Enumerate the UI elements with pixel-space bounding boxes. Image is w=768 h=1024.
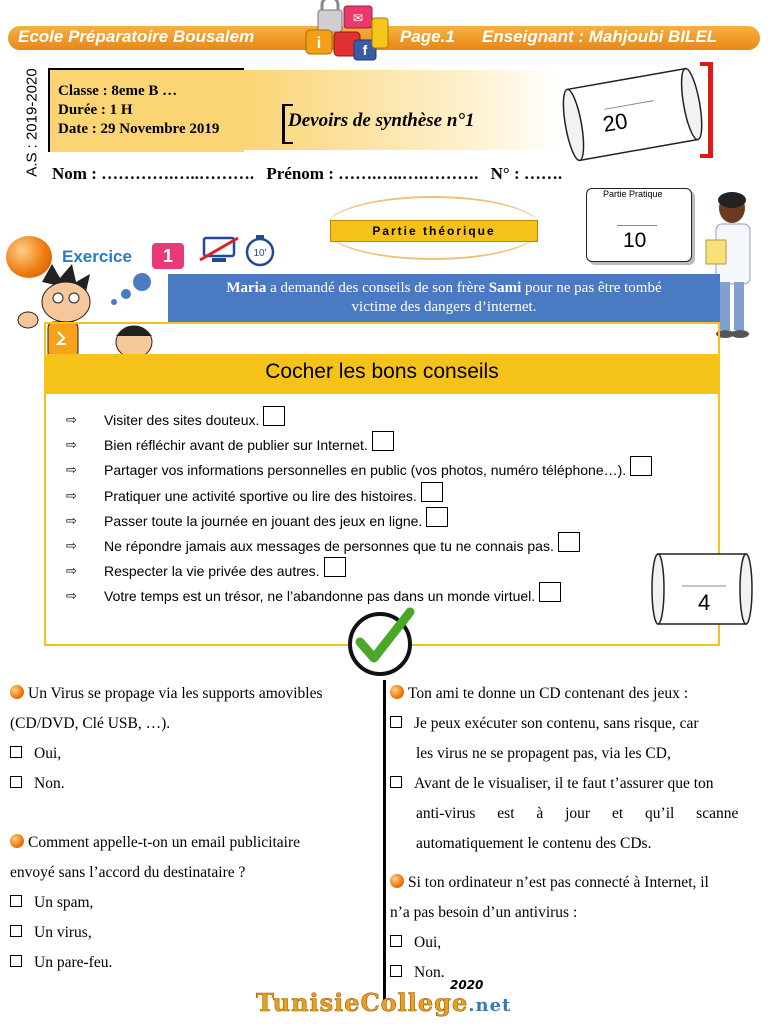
checkbox[interactable]	[390, 965, 402, 977]
date-text: Date : 29 Novembre 2019	[58, 121, 220, 137]
student-info-line	[52, 164, 562, 184]
score-exercice-scroll-icon	[650, 544, 754, 632]
checkbox[interactable]	[10, 925, 22, 937]
checkbox[interactable]	[372, 431, 394, 451]
cocher-title: Cocher les bons conseils	[265, 360, 499, 383]
maria-name: Maria	[226, 280, 267, 296]
left-question-2: Comment appelle-t-on un email publicitaire envoyé sans l’accord du destinataire ? Un spam, Un virus, Un pare-feu.	[10, 834, 301, 971]
list-item: ⇨ Partager vos informations personnelles en public (vos photos, numéro téléphone…).	[66, 458, 726, 483]
prenom-field: Prénom : …….…..….……….	[266, 164, 479, 183]
school-year: A.S : 2019-2020	[23, 68, 41, 177]
score-line	[617, 225, 657, 226]
watermark-year: 2020	[450, 978, 484, 992]
intro-box	[168, 274, 720, 324]
checkbox[interactable]	[426, 507, 448, 527]
no-computer-timer-icon	[198, 234, 278, 268]
checkbox[interactable]	[10, 955, 22, 967]
checkbox[interactable]	[324, 557, 346, 577]
partie-pratique-scroll	[586, 188, 692, 262]
checkmark-icon	[344, 604, 420, 676]
list-item: ⇨ Respecter la vie privée des autres.	[66, 559, 726, 584]
checkbox[interactable]	[421, 482, 443, 502]
numero-field: N° : …….	[490, 164, 563, 183]
security-icons-cluster-icon	[298, 0, 390, 68]
duree-text: Durée : 1 H	[58, 102, 133, 118]
orange-bullet-icon	[10, 834, 24, 848]
checkbox[interactable]	[630, 456, 652, 476]
arrow-icon: ⇨	[66, 412, 77, 427]
intro-text-2: pour ne pas être tombé	[521, 280, 662, 296]
checkbox[interactable]	[539, 582, 561, 602]
classe-text: Classe : 8eme B …	[58, 83, 178, 99]
checkbox[interactable]	[390, 716, 402, 728]
left-question-1: Un Virus se propage via les supports amovibles (CD/DVD, Clé USB, …). Oui, Non.	[10, 685, 323, 792]
list-item: ⇨ Passer toute la journée en jouant des jeux en ligne.	[66, 509, 726, 534]
checkbox[interactable]	[263, 406, 285, 426]
score-exercice: 4	[698, 590, 711, 615]
list-item: ⇨ Votre temps est un trésor, ne l’abandonne pas dans un monde virtuel.	[66, 584, 726, 609]
checkbox[interactable]	[10, 776, 22, 788]
conseils-list	[66, 408, 726, 610]
orange-bullet-icon	[10, 685, 24, 699]
score-total-scroll-icon	[560, 56, 710, 166]
cocher-title-band	[44, 354, 720, 394]
arrow-icon: ⇨	[66, 462, 77, 478]
list-item: ⇨ Bien réfléchir avant de publier sur Internet.	[66, 433, 726, 458]
watermark-logo: TunisieCollege.net	[256, 988, 512, 1017]
right-question-1: Ton ami te donne un CD contenant des jeux : Je peux exécuter son contenu, sans risque, car les virus ne se propagent pas, via les CD, Avant de le visualiser, il te faut t’assurer que ton anti-virus est à jour et qu’il scanne automatiquement le contenu des CDs.	[390, 679, 762, 859]
svg-text:f: f	[362, 42, 368, 58]
intro-line-1	[168, 279, 720, 298]
list-item: ⇨ Visiter des sites douteux.	[66, 408, 726, 433]
svg-text:✉: ✉	[352, 11, 364, 25]
teacher-name: Enseignant : Mahjoubi BILEL	[482, 27, 718, 46]
checkbox[interactable]	[390, 935, 402, 947]
right-question-2: Si ton ordinateur n’est pas connecté à Internet, il n’a pas besoin d’un antivirus : Oui, Non.	[390, 874, 709, 981]
arrow-icon: ⇨	[66, 437, 77, 453]
partie-pratique-score: 10	[623, 229, 647, 252]
partie-theorique-title: Partie théorique	[330, 220, 538, 242]
svg-text:10': 10'	[253, 248, 267, 259]
list-item: ⇨ Pratiquer une activité sportive ou lire des histoires.	[66, 484, 726, 509]
info-box	[48, 68, 244, 152]
arrow-icon: ⇨	[66, 588, 77, 604]
exercice-number: 1	[152, 243, 184, 269]
intro-line-2: victime des dangers d’internet.	[351, 299, 537, 315]
partie-pratique-label: Partie Pratique	[603, 189, 663, 199]
checkbox[interactable]	[10, 746, 22, 758]
exam-title: Devoirs de synthèse n°1	[288, 110, 475, 131]
list-item: ⇨ Ne répondre jamais aux messages de personnes que tu ne connais pas.	[66, 534, 726, 559]
column-divider	[383, 680, 386, 1010]
checkbox[interactable]	[390, 776, 402, 788]
arrow-icon: ⇨	[66, 537, 77, 553]
arrow-icon: ⇨	[66, 512, 77, 528]
nom-field: Nom : ………….…..……….	[52, 164, 255, 183]
intro-text-1: a demandé des conseils de son frère	[266, 280, 489, 296]
checkbox[interactable]	[558, 532, 580, 552]
orange-bullet-icon	[390, 874, 404, 888]
sami-name: Sami	[488, 280, 522, 296]
orange-bullet-icon	[390, 685, 404, 699]
arrow-icon: ⇨	[66, 563, 77, 579]
svg-text:i: i	[316, 35, 322, 52]
page-number: Page.1	[400, 27, 455, 46]
score-total: 20	[600, 108, 630, 137]
school-name: Ecole Préparatoire Bousalem	[18, 27, 255, 46]
arrow-icon: ⇨	[66, 487, 77, 503]
exercice-label: Exercice	[62, 247, 132, 266]
checkbox[interactable]	[10, 895, 22, 907]
